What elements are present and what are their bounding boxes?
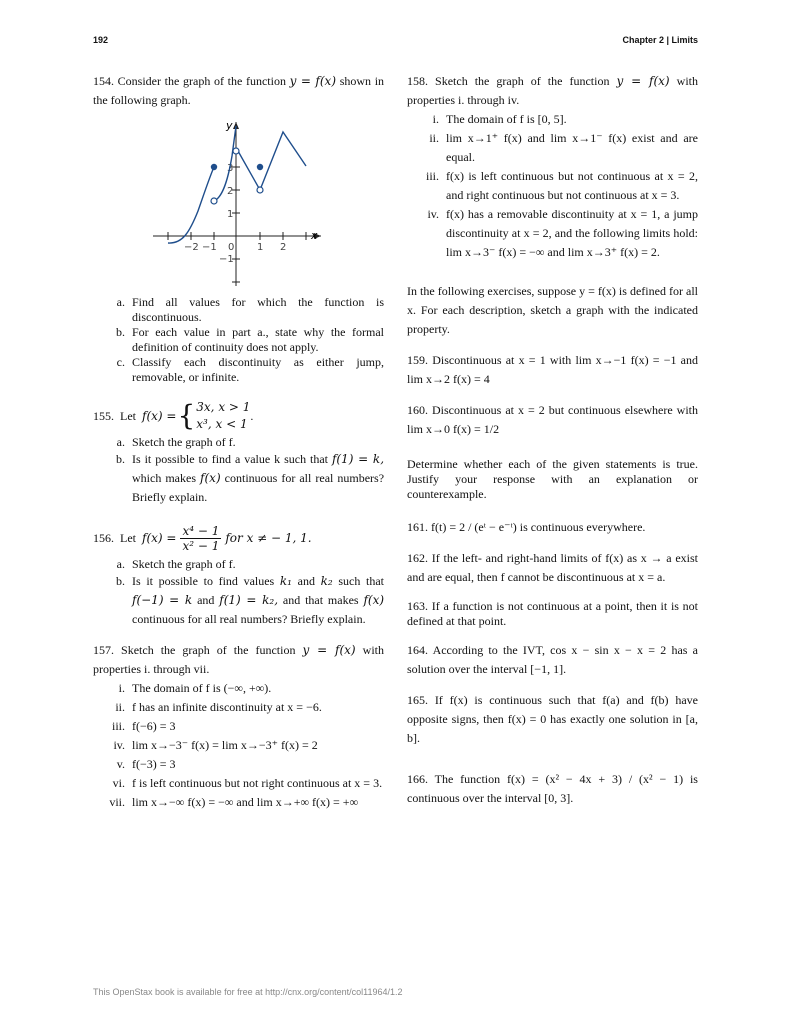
closed-point [257,164,263,170]
closed-point [211,164,217,170]
list-item: c. Classify each discontinuity as either jump, removable, or infinite. [116,355,384,384]
exercise-155: 155. Let f(x) = { 3x, x > 1 x³, x < 1 . a. Sketch the graph of f. b. Is it possible to find a value k such that f(1) = k, which makes f(x) continuous for all real numbers? Briefly explain. [93,397,384,507]
sub-questions [93,435,384,507]
open-point [233,148,239,154]
open-point [257,187,263,193]
y-axis-label: y [226,119,233,132]
exercise-156: 156. Let f(x) = $\frac{\text{x⁴ − 1}}{\text{x² − 1}}$ for x ≠ − 1, 1. a. Sketch the graph of f. b. Is it possible to find values k₁ and k₂ such that f(−1) = k and f(1) = k₂, and that makes f(x) continuous for all real numbers? Briefly explain. [93,519,384,629]
exercise-158: 158. Sketch the graph of the function y = f(x) with properties i. through iv. i. The domain of f is [0, 5]. ii. lim x→1⁺ f(x) and lim x→1⁻ f(x) exist and are equal. iii. f(x) is left continuous but not continuous at x = 2, and right continuous but not continuous at x = 3. iv. f(x) has a removable discontinuity at x = 1, a jump discontinuity at x = 2, and the following limits hold: lim x→3⁻ f(x) = −∞ and lim x→3⁺ f(x) = 2. [407,72,698,262]
exercise-160: 160. Discontinuous at x = 2 but continuous elsewhere with lim x→0 f(x) = 1/2 [407,403,698,436]
list-item: a. Sketch the graph of f. [116,557,236,571]
exercise-166: 166. The function f(x) = (x² − 4x + 3) / (x² − 1) is continuous over the interval [0, 3]. [407,772,698,805]
x-tick-label: 2 [280,242,287,253]
list-item: iv. f(x) has a removable discontinuity at x = 1, a jump discontinuity at x = 2, and the following limits hold: lim x→3⁻ f(x) = −∞ and lim x→3⁺ f(x) = 2. [427,207,698,259]
exercise-159: 159. Discontinuous at x = 1 with lim x→−1 f(x) = −1 and lim x→2 f(x) = 4 [407,353,699,386]
list-item: vii. lim x→−∞ f(x) = −∞ and lim x→+∞ f(x) = +∞ [109,795,359,809]
list-item: iv. lim x→−3⁻ f(x) = lim x→−3⁺ f(x) = 2 [113,738,318,752]
function-graph [153,116,323,288]
exercise-154: 154. Consider the graph of the function y = f(x) shown in the following graph. x y −2 −1 0 1 2 3 2 1 −1 a. Find all values for which the function is discontinuous. b. For each value in part a., state why the formal definition of continuity does not apply. c. Classify each discontinuity as either jump, removable, or infinite. [93,74,385,384]
exercise-number: 164. [407,643,428,657]
instructions: In the following exercises, suppose y = f(x) is defined for all x. For each description, sketch a graph with the indicated property. [407,284,698,336]
x-tick-label: −2 [184,242,199,253]
exercise-164: 164. According to the IVT, cos x − sin x − x = 2 has a solution over the interval [−1, 1]. [407,643,698,676]
list-item: i. The domain of f is (−∞, +∞). [118,681,272,695]
x-tick-label: 0 [228,242,235,253]
exercise-number: 162. [407,551,428,565]
list-item: iii. f(−6) = 3 [111,719,176,733]
exercise-number: 156. [93,530,114,545]
exercise-number: 161. [407,520,428,534]
page-number: 192 [93,35,109,45]
function-curve [168,126,306,243]
instructions: Determine whether each of the given statements is true. Justify your response with an explanation or counterexample. [407,457,698,501]
sub-questions [93,557,384,629]
list-item: vi. f is left continuous but not right continuous at x = 3. [112,776,383,790]
exercise-number: 159. [407,353,428,367]
exercise-165: 165. If f(x) is continuous such that f(a) and f(b) have opposite signs, then f(x) = 0 has exactly one solution in [a, b]. [407,693,699,745]
list-item: ii. lim x→1⁺ f(x) and lim x→1⁻ f(x) exist and are equal. [429,131,698,164]
fraction: $\frac{\text{x⁴ − 1}}{\text{x² − 1}}$ [182,523,220,553]
list-item: iii. f(x) is left continuous but not continuous at x = 2, and right continuous but not continuous at x = 3. [425,169,698,202]
exercise-number: 157. [93,643,114,657]
x-tick-label: 1 [257,242,264,253]
exercise-number: 160. [407,403,428,417]
exercise-number: 163. [407,599,428,613]
exercise-number: 158. [407,74,428,88]
exercise-number: 155. [93,408,114,423]
list-item: b. For each value in part a., state why the formal definition of continuity does not apply. [116,325,384,354]
y-tick-label: 2 [227,186,234,197]
open-point [211,198,217,204]
chapter-title: Chapter 2 | Limits [622,35,698,45]
exercise-number: 154. [93,74,114,88]
footer-note: This OpenStax book is available for free at http://cnx.org/content/col11964/1.2 [93,987,403,997]
right-column [407,72,698,808]
list-item: ii. f has an infinite discontinuity at x = −6. [115,700,322,714]
x-axis-label: x [311,229,318,242]
piecewise-case: 3x, x > 1 [196,400,251,414]
properties-list [407,110,698,262]
exercise-162: 162. If the left- and right-hand limits of f(x) as x → a exist and are equal, then f cannot be discontinuous at x = a. [407,551,698,584]
left-column [93,72,384,812]
list-item: i. The domain of f is [0, 5]. [432,112,567,126]
piecewise-case: x³, x < 1 [196,417,248,431]
y-tick-label: −1 [219,254,234,265]
x-tick-label: −1 [202,242,217,253]
sub-questions [93,295,384,385]
properties-list [93,679,384,812]
list-item: v. f(−3) = 3 [116,757,176,771]
exercise-number: 165. [407,693,428,707]
exercise-157: 157. Sketch the graph of the function y = f(x) with properties i. through vii. i. The domain of f is (−∞, +∞). ii. f has an infinite discontinuity at x = −6. iii. f(−6) = 3 iv. lim x→−3⁻ f(x) = lim x→−3⁺ f(x) = 2 v. f(−3) = 3 vi. f is left continuous but not right continuous at x = 3. vii. lim x→−∞ f(x) = −∞ and lim x→+∞ f(x) = +∞ [93,641,384,812]
y-tick-label: 3 [227,163,234,174]
exercise-number: 166. [407,772,428,786]
list-item: b. Is it possible to find values k₁ and k₂ such that f(−1) = k and f(1) = k₂, and that makes f(x) continuous for all real numbers? Briefly explain. [116,574,385,626]
list-item: a. Sketch the graph of f. [116,435,236,449]
list-item: b. Is it possible to find a value k such that f(1) = k, which makes f(x) continuous for all real numbers? Briefly explain. [116,452,385,504]
exercise-161: 161. f(t) = 2 / (eᵗ − e⁻ᵗ) is continuous everywhere. [407,520,646,534]
list-item: a. Find all values for which the function is discontinuous. [116,295,384,324]
exercise-163: 163. If a function is not continuous at a point, then it is not defined at that point. [407,599,699,628]
y-tick-label: 1 [227,209,234,220]
